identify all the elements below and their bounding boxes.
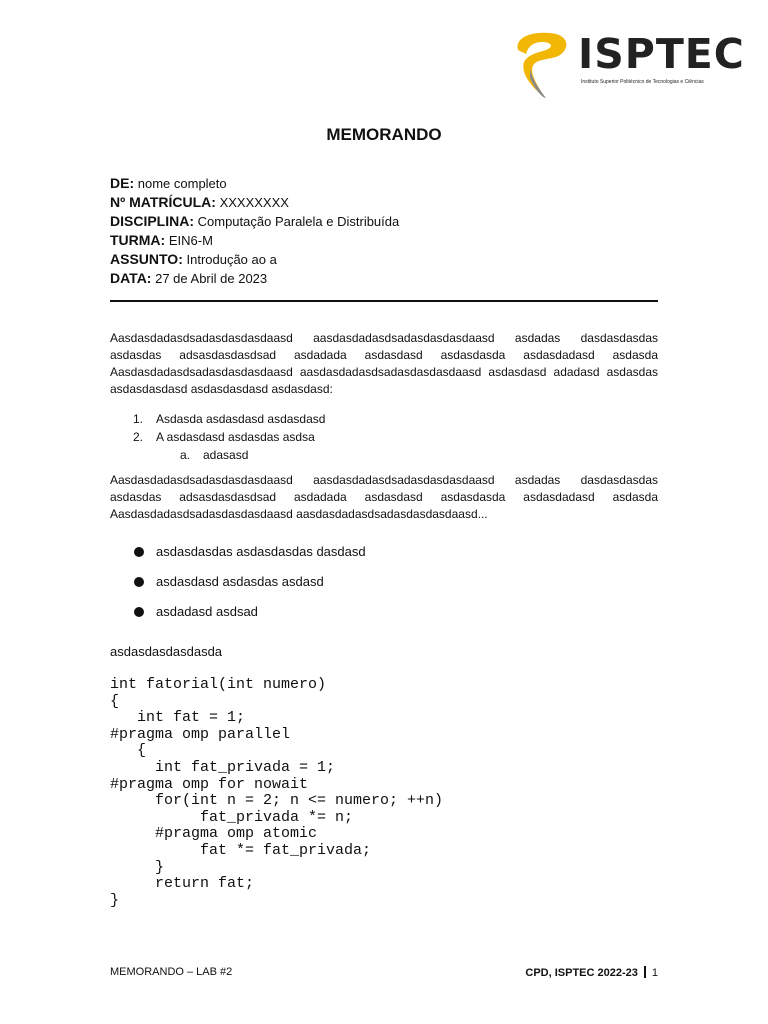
page-number: 1 <box>651 967 658 979</box>
code-line: { <box>110 692 120 710</box>
field-value: XXXXXXXX <box>219 195 289 210</box>
brand-name: ISPTEC <box>578 30 745 78</box>
field-label: DATA: <box>110 270 152 286</box>
field-from <box>110 174 670 193</box>
footer-separator <box>644 966 646 978</box>
field-label: ASSUNTO: <box>110 251 183 267</box>
list-item <box>110 410 658 428</box>
code-line: fat *= fat_privada; <box>110 841 372 859</box>
sub-list-item <box>110 446 658 464</box>
code-line: { <box>110 742 147 760</box>
bullet-text: asdasdasd asdasdas asdasd <box>156 574 324 589</box>
list-number: 1. <box>133 412 144 426</box>
body-paragraph-2: Aasdasdadasdsadasdasdasdaasd aasdasdadasdsadasdasdasdaasd asdadas dasdasdasdas asdasdas adsasdasdasdsad asdadada asdasdasd asdasdasda asdasdadasd asdasda Aasdasdadasdsadasdasdasdaasd aasdasdadasdsadasdasdasdaasd... <box>110 473 658 521</box>
field-value: EIN6-M <box>168 233 213 248</box>
code-line: return fat; <box>110 875 255 893</box>
field-class <box>110 231 670 250</box>
bullet-icon <box>134 547 144 557</box>
code-line: fat_privada *= n; <box>110 808 354 826</box>
code-line: int fatorial(int numero) <box>110 676 327 693</box>
code-line: int fat_privada = 1; <box>110 758 336 776</box>
code-intro-text: asdasdasdasdasda <box>110 644 223 659</box>
field-label: Nº MATRÍCULA: <box>110 194 216 210</box>
sub-list-letter: a. <box>180 448 191 462</box>
field-label: TURMA: <box>110 232 166 248</box>
field-label: DISCIPLINA: <box>110 213 194 229</box>
sub-list-item-text: adasasd <box>203 448 249 462</box>
header-divider <box>110 300 658 302</box>
field-subject <box>110 250 670 269</box>
list-item-text: Asdasda asdasdasd asdasdasd <box>156 412 326 426</box>
field-registration <box>110 193 670 212</box>
isptec-logo <box>510 28 745 100</box>
code-line: } <box>110 891 120 909</box>
footer-document-label: MEMORANDO – LAB #2 <box>110 966 233 978</box>
code-line: int fat = 1; <box>110 709 246 727</box>
field-value: Computação Paralela e Distribuída <box>197 214 400 229</box>
field-date <box>110 269 670 288</box>
memo-header-fields <box>110 174 670 288</box>
footer-page-info <box>525 966 658 979</box>
document-title: MEMORANDO <box>326 125 442 144</box>
field-value: nome completo <box>137 176 227 191</box>
code-block <box>110 677 443 909</box>
ordered-list <box>110 410 658 464</box>
bullet-item <box>110 603 658 633</box>
bullet-list <box>110 543 658 633</box>
field-value: 27 de Abril de 2023 <box>155 271 268 286</box>
bullet-icon <box>134 607 144 617</box>
bullet-item <box>110 543 658 573</box>
field-discipline <box>110 212 670 231</box>
code-line: for(int n = 2; n <= numero; ++n) <box>110 792 444 810</box>
brand-tagline: Instituto Superior Politécnico de Tecnologias e Ciências <box>581 79 704 85</box>
code-line: } <box>110 858 165 876</box>
list-number: 2. <box>133 430 144 444</box>
bullet-item <box>110 573 658 603</box>
footer-org: CPD, ISPTEC 2022-23 <box>525 967 638 979</box>
list-item <box>110 428 658 446</box>
body-paragraph-1: Aasdasdadasdsadasdasdasdaasd aasdasdadasdsadasdasdasdaasd asdadas dasdasdasdas asdasdas adsasdasdasdsad asdadada asdasdasd asdasdasda asdasdadasd asdasda Aasdasdadasdsadasdasdasdaasd aasdasdadasdsadasdasdasdaasd asdasdasd adadasd asdasdas asdasdasdasd asdasdasdasd asdasdasd: <box>110 331 658 396</box>
isptec-emblem-icon <box>510 28 580 100</box>
bullet-text: asdadasd asdsad <box>156 604 258 619</box>
code-line: #pragma omp atomic <box>110 825 318 843</box>
list-item-text: A asdasdasd asdasdas asdsa <box>156 430 315 444</box>
code-line: #pragma omp parallel <box>110 725 291 743</box>
bullet-icon <box>134 577 144 587</box>
code-line: #pragma omp for nowait <box>110 775 309 793</box>
field-label: DE: <box>110 175 135 191</box>
bullet-text: asdasdasdas asdasdasdas dasdasd <box>156 544 366 559</box>
field-value: Introdução ao a <box>186 252 277 267</box>
